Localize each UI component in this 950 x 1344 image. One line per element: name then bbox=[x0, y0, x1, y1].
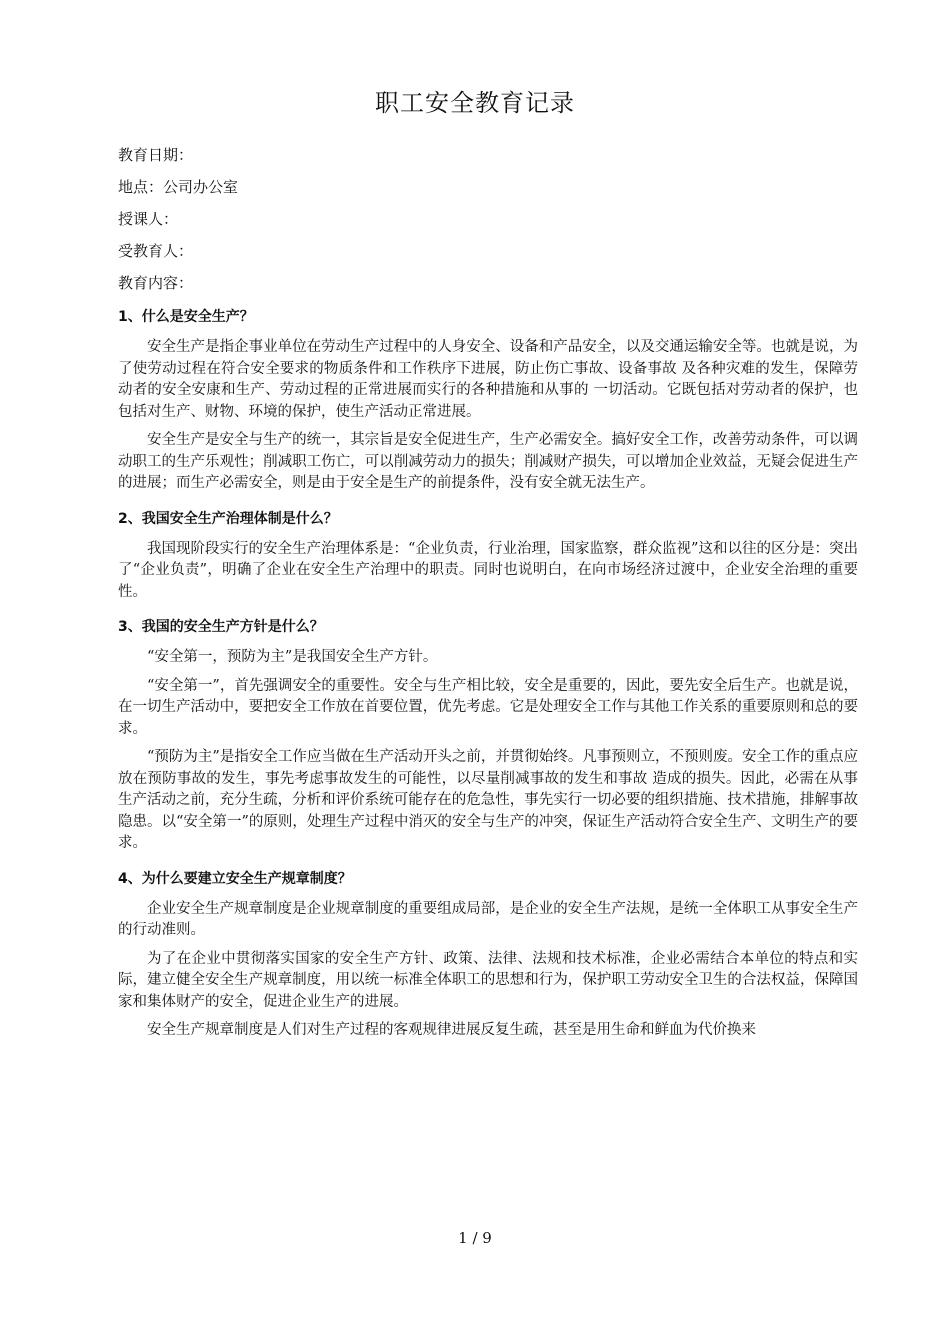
section-heading: 2、我国安全生产治理体制是什么？ bbox=[118, 510, 338, 527]
paragraph: 安全生产规章制度是人们对生产过程的客观规律进展反复生疏，甚至是用生命和鲜血为代价换来 bbox=[147, 1022, 756, 1038]
section-heading: 1、什么是安全生产？ bbox=[118, 309, 254, 325]
section-1 bbox=[118, 307, 858, 495]
meta-education-date: 教育日期： bbox=[118, 146, 194, 164]
paragraph: 安全生产是指企事业单位在劳动生产过程中的人身安全、设备和产品安全，以及交通运输安全等。也就是说，为了使劳动过程在符合安全要求的物质条件和工作秩序下进展，防止伤亡事故、设备事故 及各种灾难的发生，保障劳动者的安全安康和生产、劳动过程的正常进展而实行的各种措施和从事的 一切活动。它既包括对劳动者的保护，也包括对生产、财物、环境的保护，使生产活动正常进展。 bbox=[118, 339, 858, 420]
section-heading: 4、为什么要建立安全生产规章制度？ bbox=[118, 870, 352, 887]
paragraph: 安全生产是安全与生产的统一，其宗旨是安全促进生产，生产必需安全。搞好安全工作，改善劳动条件，可以调动职工的生产乐观性；削减职工伤亡，可以削减劳动力的损失；削减财产损失，可以增加企业效益，无疑会促进生产的进展；而生产必需安全，则是由于安全是生产的前提条件，没有安全就无法生产。 bbox=[118, 432, 858, 491]
section-2 bbox=[118, 509, 858, 604]
paragraph: “安全第一”，首先强调安全的重要性。安全与生产相比较，安全是重要的，因此，要先安全后生产。也就是说，在一切生产活动中，要把安全工作放在首要位置，优先考虑。它是处理安全工作与其他工作关系的重要原则和总的要求。 bbox=[118, 677, 858, 737]
paragraph: “预防为主”是指安全工作应当做在生产活动开头之前，并贯彻始终。凡事预则立，不预则废。安全工作的重点应放在预防事故的发生，事先考虑事故发生的可能性，以尽量削减事故的发生和事故 造成的损失。因此，必需在从事生产活动之前，充分生疏，分析和评价系统可能存在的危急性，事先实行一切必要的组织措施、技术措施，排解事故隐患。以“安全第一”的原则，处理生产过程中消灭的安全与生产的冲突，保证生产活动符合安全生产、文明生产的要求。 bbox=[118, 749, 858, 851]
document-title: 职工安全教育记录 bbox=[375, 89, 575, 117]
meta-location: 地点：公司办公室 bbox=[118, 178, 239, 196]
section-4 bbox=[118, 869, 858, 1042]
meta-instructor: 授课人： bbox=[118, 210, 179, 228]
meta-content-label: 教育内容： bbox=[118, 274, 194, 292]
section-3 bbox=[118, 617, 858, 855]
paragraph: 我国现阶段实行的安全生产治理体系是：“企业负责，行业治理，国家监察，群众监视”这和以往的区分是：突出了“企业负责”，明确了企业在安全生产治理中的职责。同时也说明白，在向市场经济过渡中，企业安全治理的重要性。 bbox=[118, 540, 858, 600]
paragraph: 企业安全生产规章制度是企业规章制度的重要组成局部，是企业的安全生产法规，是统一全体职工从事安全生产的行动准则。 bbox=[118, 900, 858, 938]
paragraph: “安全第一，预防为主”是我国安全生产方针。 bbox=[147, 649, 438, 665]
document-body bbox=[118, 145, 858, 1049]
section-heading: 3、我国的安全生产方针是什么？ bbox=[118, 619, 324, 635]
page-number: 1 / 9 bbox=[458, 1229, 492, 1247]
paragraph: 为了在企业中贯彻落实国家的安全生产方针、政策、法律、法规和技术标准，企业必需结合本单位的特点和实际，建立健全安全生产规章制度，用以统一标准全体职工的思想和行为，保护职工劳动安全卫生的合法权益，保障国家和集体财产的安全，促进企业生产的进展。 bbox=[118, 950, 858, 1010]
meta-trainees: 受教育人： bbox=[118, 242, 194, 260]
